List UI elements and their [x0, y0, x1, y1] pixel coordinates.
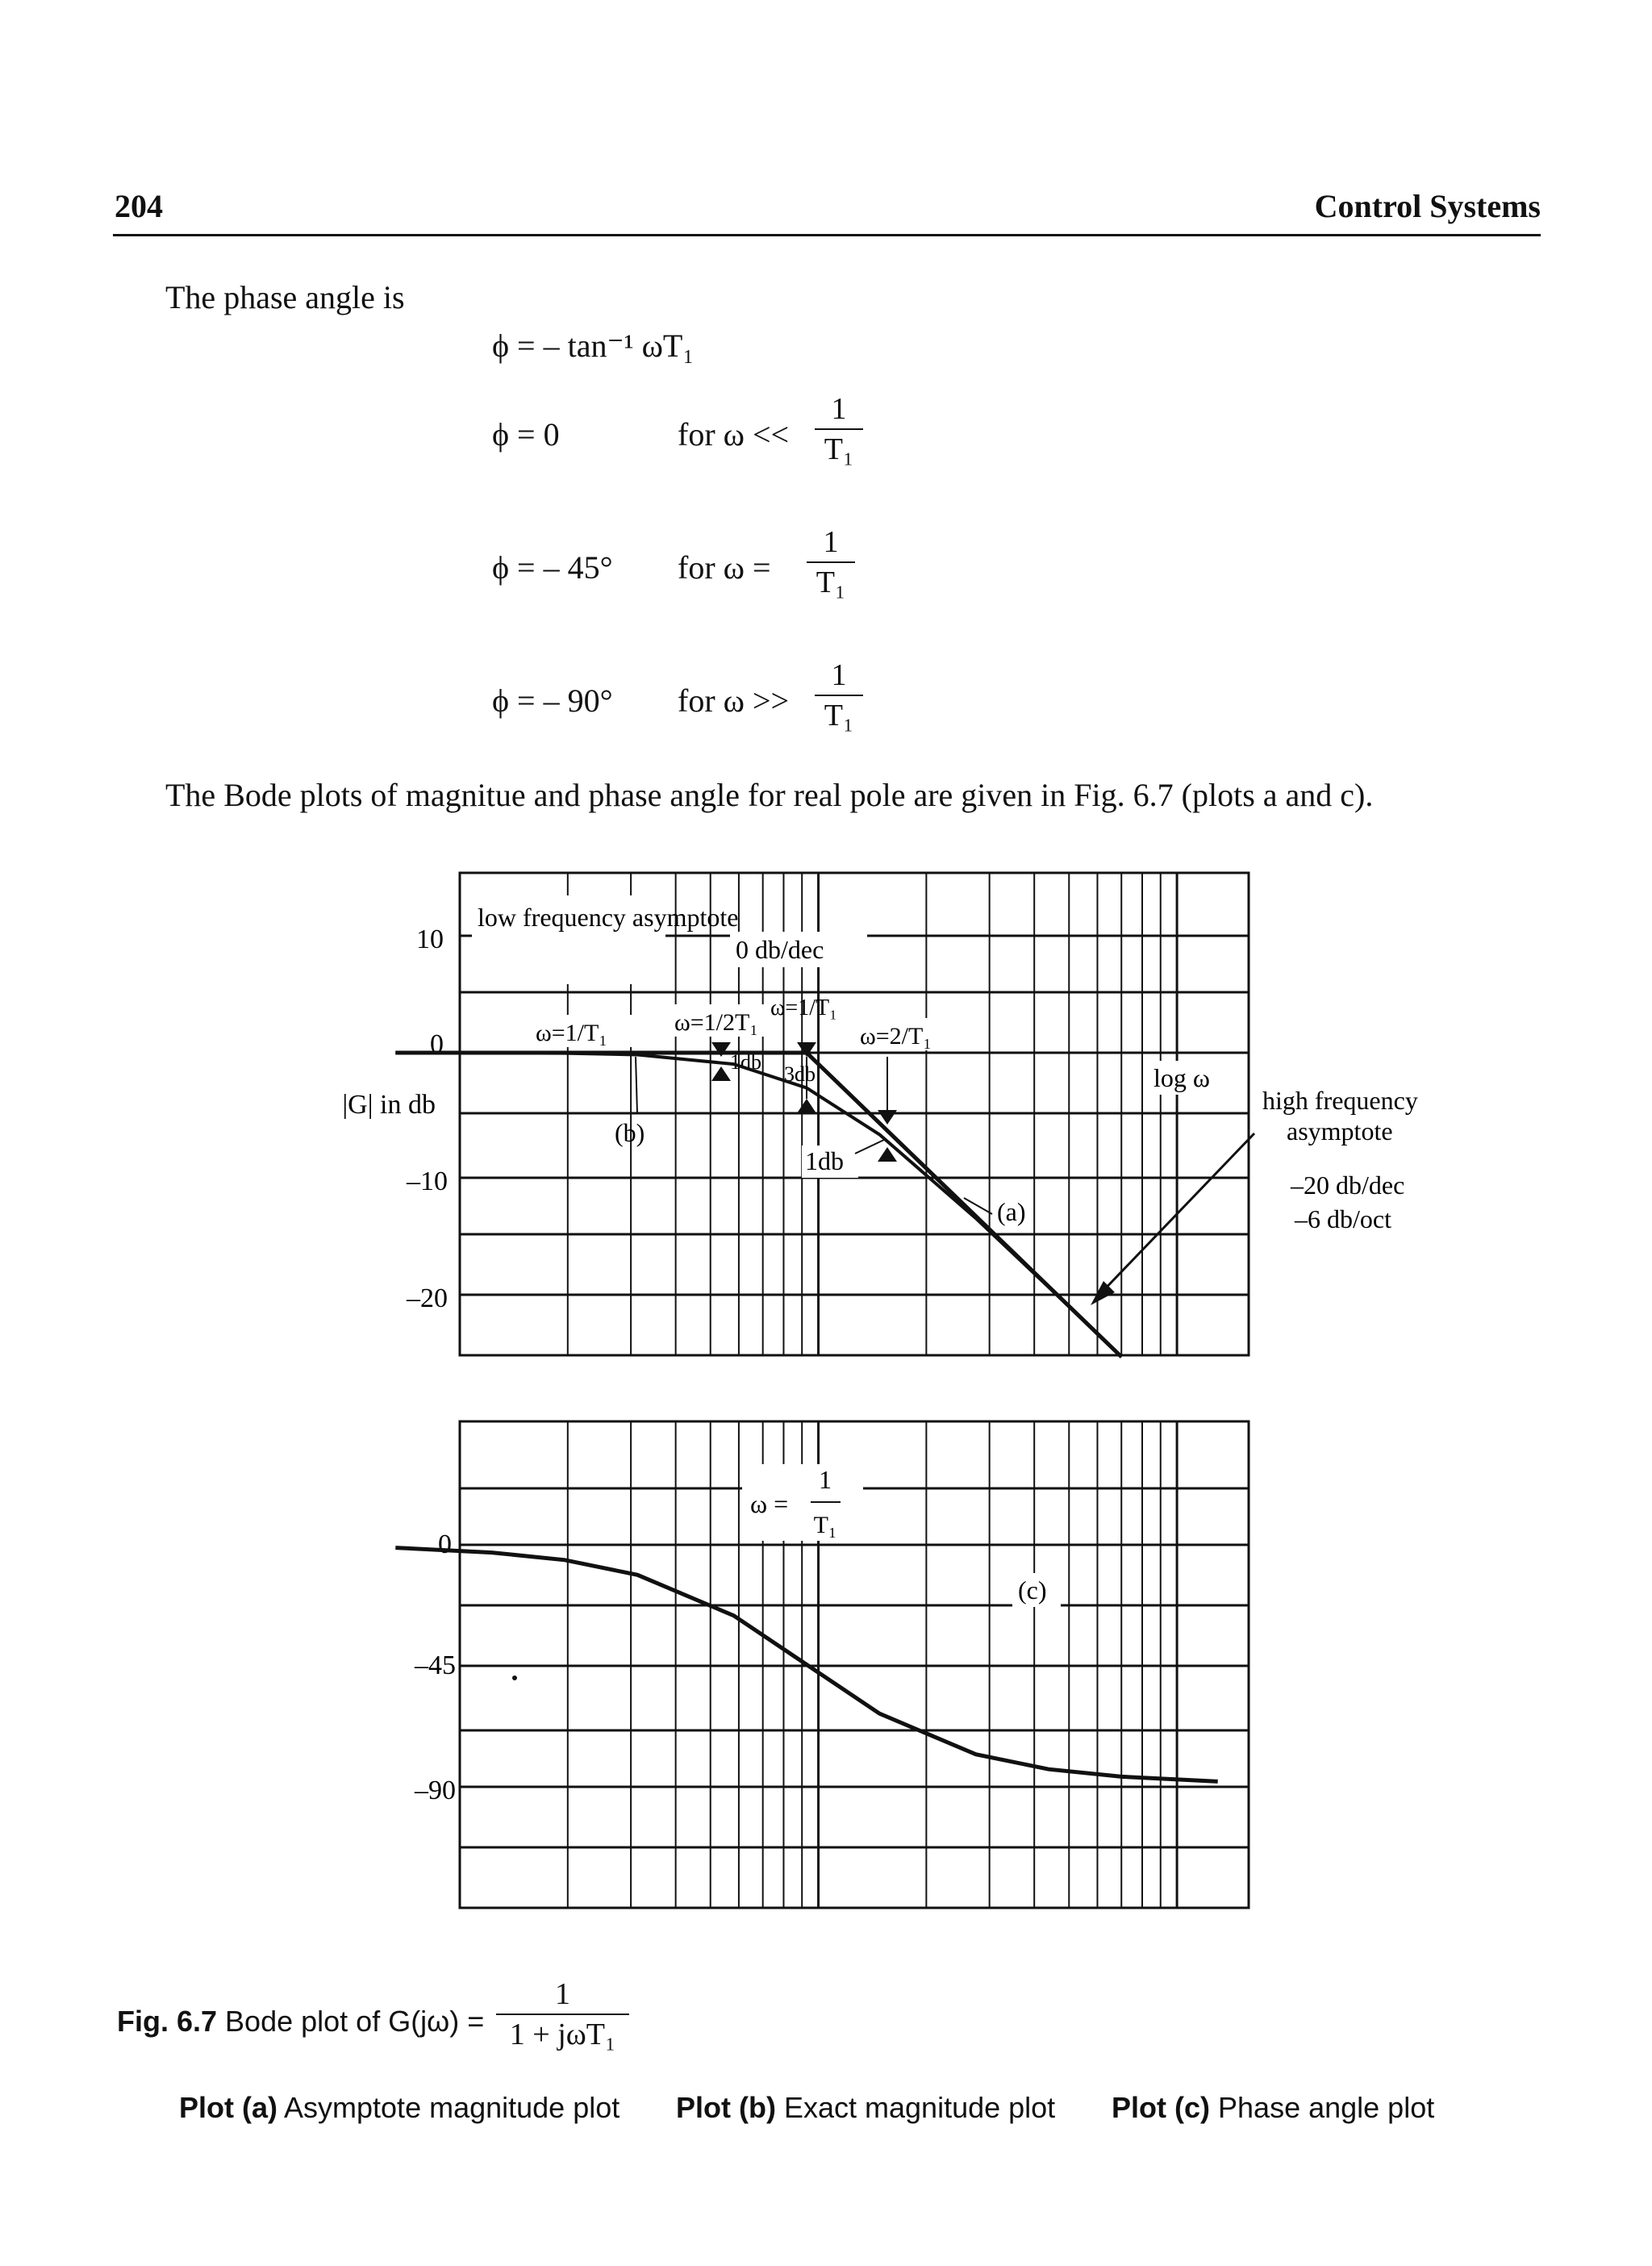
legend-tag: Plot (c): [1112, 2091, 1210, 2124]
mag-ylabel: |G| in db: [342, 1090, 436, 1120]
slope-20-annotation: –20 db/dec: [1291, 1171, 1405, 1200]
legend-tag: Plot (a): [179, 2091, 277, 2124]
half-corner-annotation: ω=1/2T₁: [674, 1009, 758, 1036]
mag-ytick-label: 10: [416, 924, 444, 954]
figure-legend: [1112, 2091, 1434, 2125]
phase-ytick-label: –45: [415, 1650, 456, 1680]
error-3db-annotation: 3db: [784, 1062, 816, 1086]
double-corner-annotation: ω=2/T₁: [860, 1023, 932, 1050]
legend-text: Asymptote magnitude plot: [284, 2091, 620, 2124]
intro-text: The phase angle is: [165, 279, 405, 315]
error-1db-annotation: 1db: [730, 1050, 761, 1074]
high-frequency-line-2: asymptote: [1287, 1116, 1393, 1146]
slope-zero-annotation: 0 db/dec: [736, 935, 824, 964]
bode-paragraph: The Bode plots of magnitue and phase angle for real pole are given in Fig. 6.7 (plots a and c).: [165, 777, 1374, 813]
stray-dot: [512, 1676, 517, 1680]
equation-condition: for ω >>: [678, 682, 790, 719]
legend-text: Phase angle plot: [1218, 2091, 1435, 2124]
x-axis-label: log ω: [1153, 1063, 1210, 1092]
figure-legend: [179, 2091, 620, 2125]
phase-ytick-label: 0: [438, 1529, 452, 1559]
figure-caption-text: Bode plot of G(jω) =: [225, 2005, 485, 2038]
mag-ytick-label: 0: [430, 1029, 444, 1059]
corner-omega-annotation: ω =: [750, 1489, 789, 1518]
leader-arrowhead: [1091, 1281, 1115, 1305]
up-arrow-marker: [797, 1099, 816, 1113]
figure-caption: [117, 2005, 484, 2039]
figure-legend: [676, 2091, 1055, 2125]
fraction-denominator: 1 + jωT₁: [509, 2018, 616, 2051]
fraction-numerator: 1: [555, 1977, 570, 2011]
mag-ytick-label: –20: [407, 1283, 448, 1313]
fraction-bar: [496, 2014, 629, 2015]
phase-ytick-label: –90: [415, 1776, 456, 1805]
plot-c-label: (c): [1018, 1575, 1047, 1605]
equation-lhs: ϕ = – 90°: [492, 682, 613, 719]
phase-equation: ϕ = – tan⁻¹ ωT₁: [492, 328, 695, 364]
corner-annotation: ω=1/T₁: [770, 995, 837, 1020]
low-frequency-annotation: low frequency asymptote: [478, 903, 739, 932]
legend-text: Exact magnitude plot: [783, 2091, 1056, 2124]
page-number: 204: [115, 188, 163, 224]
slope-6-annotation: –6 db/oct: [1295, 1204, 1391, 1233]
up-arrow-marker: [711, 1066, 731, 1081]
caption-fraction: [496, 1976, 629, 2052]
plot-a-label: (a): [997, 1197, 1026, 1226]
high-frequency-annotation: [1262, 1086, 1425, 1146]
fraction-denominator: T₁: [824, 432, 854, 466]
corner-omega-numerator: 1: [819, 1465, 832, 1494]
fraction-numerator: 1: [823, 525, 839, 559]
leader-line: [636, 1057, 637, 1113]
fraction-numerator: 1: [831, 392, 847, 426]
mag-ytick-label: –10: [407, 1166, 448, 1196]
equation-condition: for ω =: [678, 549, 771, 586]
fraction-numerator: 1: [831, 658, 847, 692]
corner-annotation: ω=1/T₁: [536, 1020, 607, 1046]
equation-lhs: ϕ = 0: [492, 416, 560, 453]
equation-lhs: ϕ = – 45°: [492, 549, 613, 586]
error-1db-annotation: 1db: [805, 1146, 844, 1175]
fraction-denominator: T₁: [824, 699, 854, 732]
plot-b-label: (b): [615, 1118, 645, 1147]
equation-condition: for ω <<: [678, 416, 790, 453]
high-frequency-line-1: high frequency: [1262, 1086, 1418, 1115]
legend-tag: Plot (b): [676, 2091, 776, 2124]
leader-line: [855, 1139, 886, 1154]
fraction-denominator: T₁: [816, 565, 846, 599]
running-header-title: Control Systems: [1314, 188, 1541, 224]
corner-omega-denominator: T₁: [813, 1512, 837, 1538]
figure-label: Fig. 6.7: [117, 2005, 218, 2038]
